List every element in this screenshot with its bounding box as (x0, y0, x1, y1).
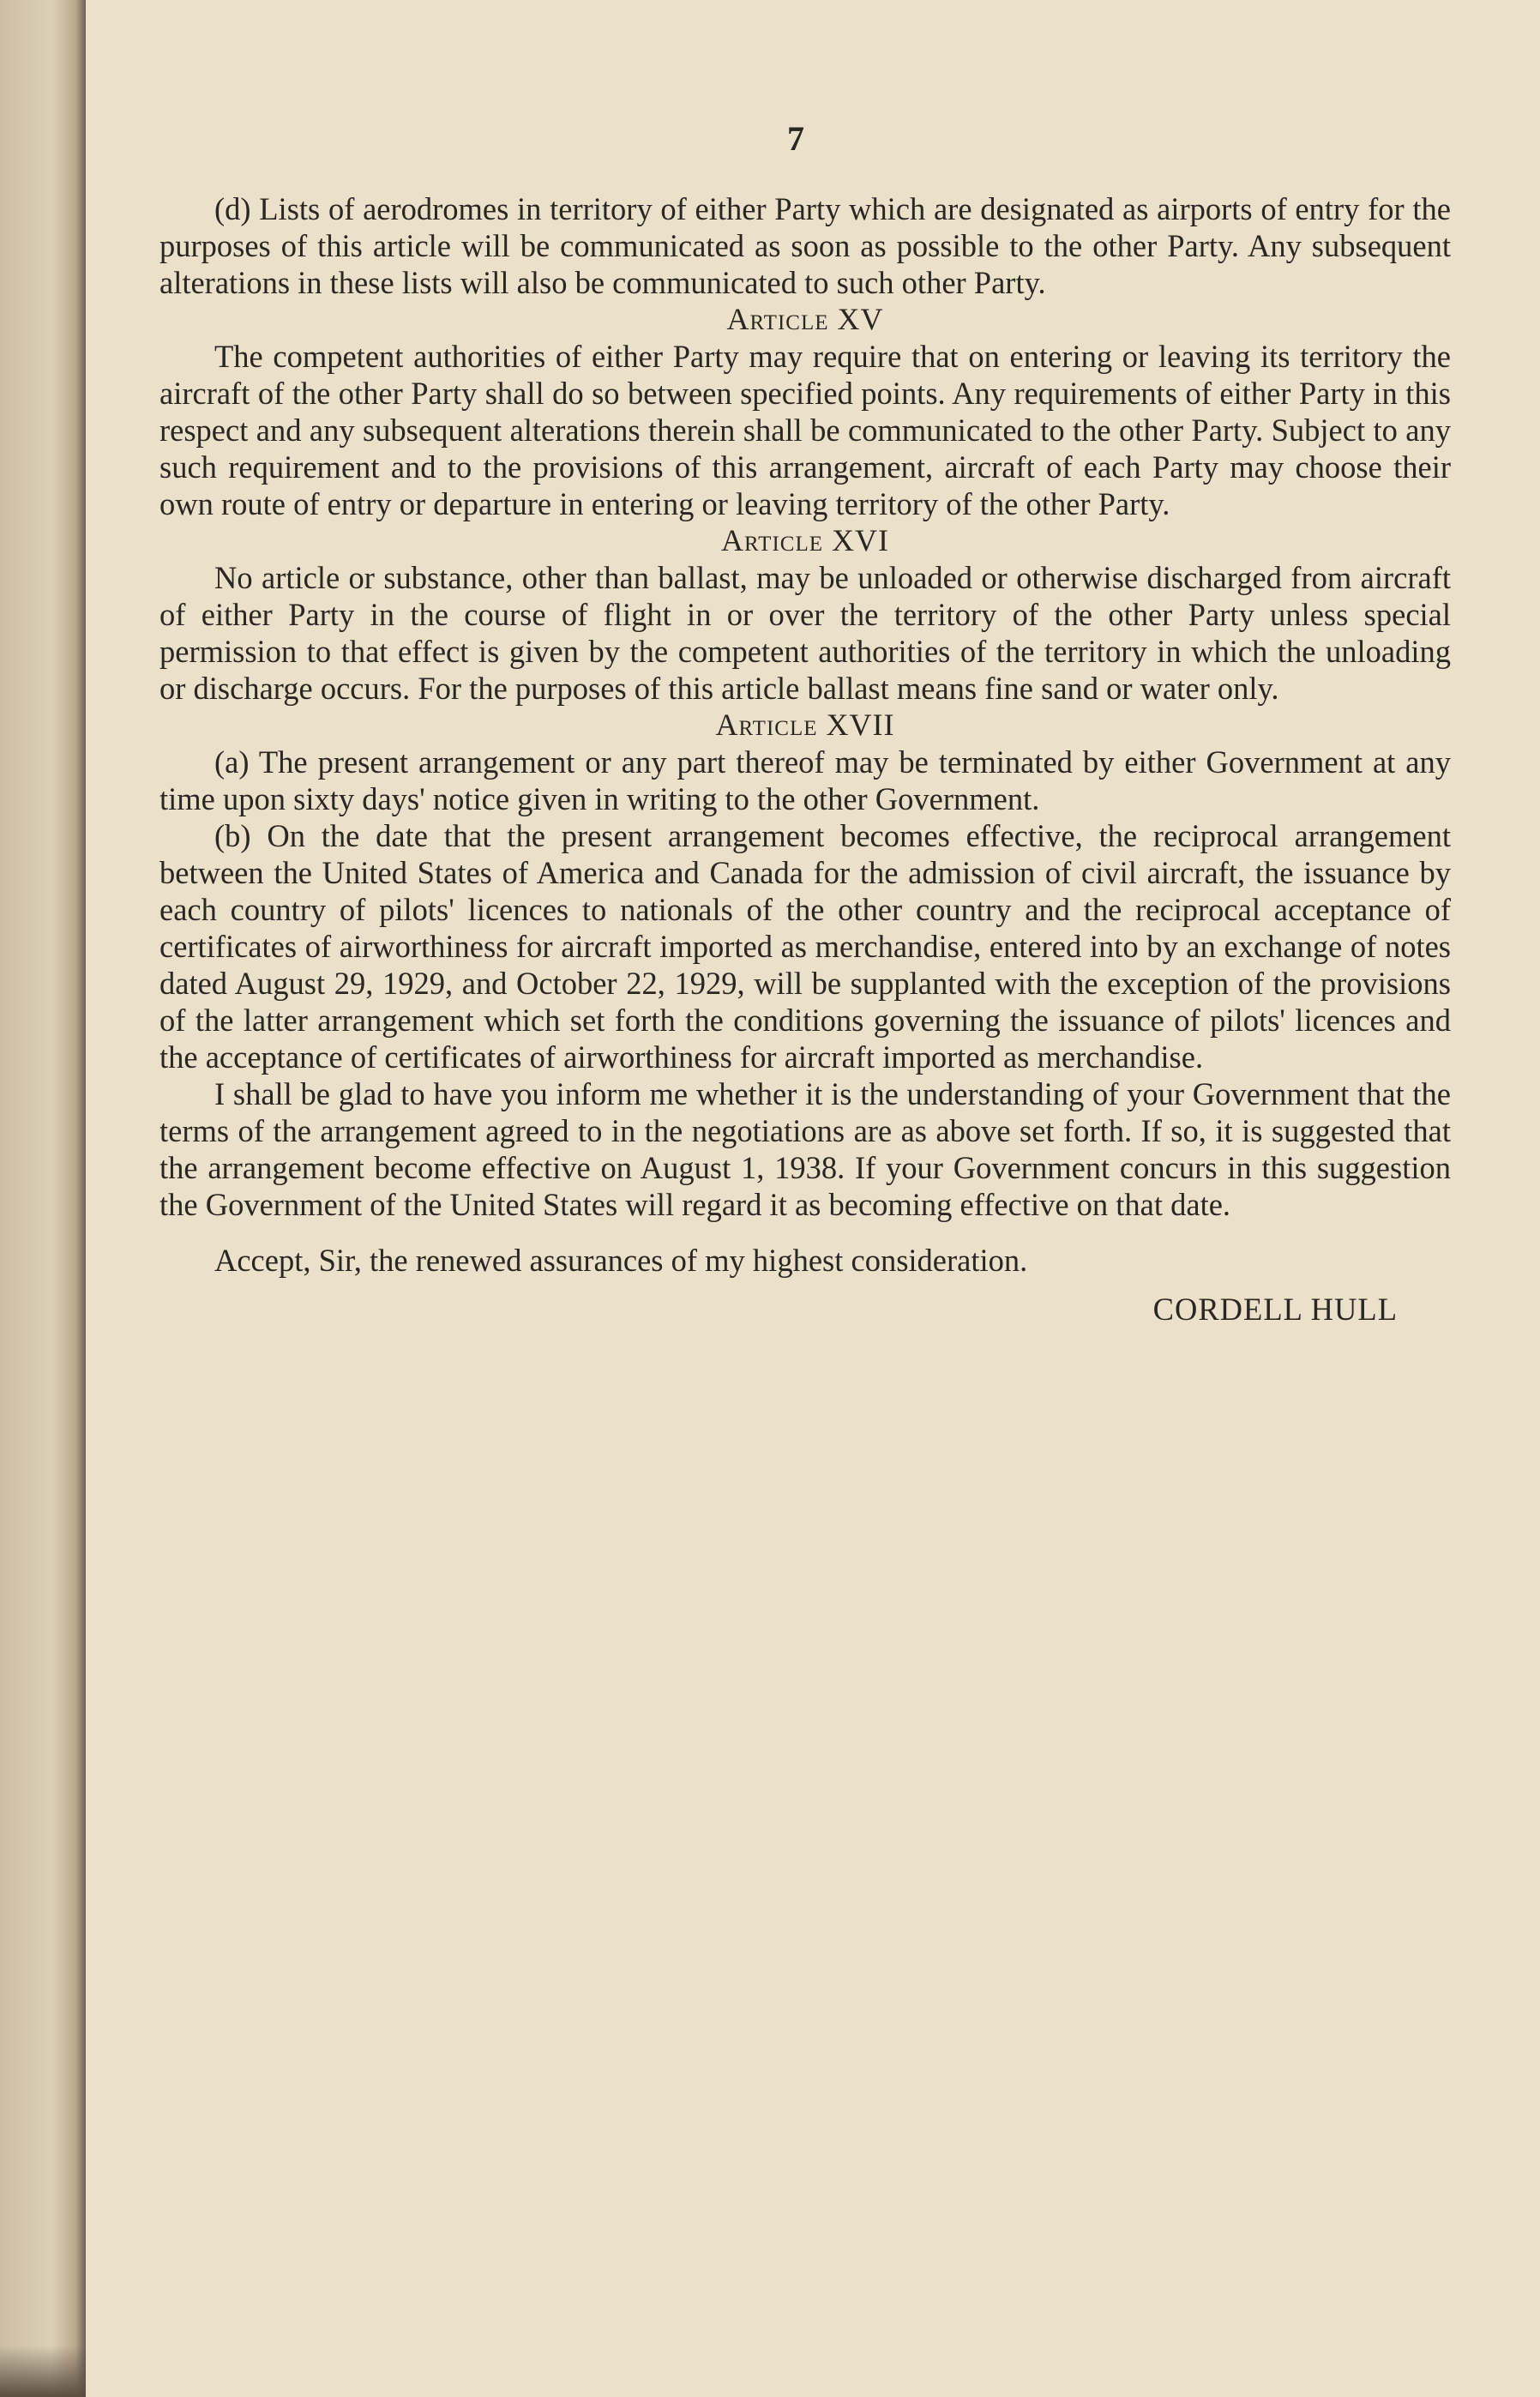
page-number: 7 (787, 119, 804, 158)
gutter-shadow (0, 2346, 86, 2397)
paragraph-request: I shall be glad to have you inform me whether it is the understanding of your Government that the terms of the arrangement agreed to in the negotiations are as above set forth. If so, it is suggested that the arrangement become effective on August 1, 1938. If your Government concurs in this suggestion the Government of the United States will regard it as becoming effective on that date. (159, 1076, 1451, 1222)
heading-article-xvii: Article XVII (715, 708, 895, 742)
paragraph-article-xvii-b: (b) On the date that the present arrangement becomes effective, the reciprocal arrangement between the United States of America and Canada for the admission of civil aircraft, the issuance by each country of pilots' licences to nationals of the other country and the reciprocal acceptance of certificates of airworthiness for aircraft imported as merchandise, entered into by an exchange of notes dated August 29, 1929, and October 22, 1929, will be supplanted with the exception of the provisions of the latter arrangement which set forth the conditions governing the issuance of pilots' licences and the acceptance of certificates of airworthiness for aircraft imported as merchandise. (159, 818, 1451, 1075)
heading-article-xv: Article XV (726, 302, 884, 336)
document-page (86, 0, 1540, 2397)
adjacent-page-edge (0, 0, 86, 2397)
signature: CORDELL HULL (1152, 1292, 1398, 1327)
heading-article-xvi: Article XVI (721, 523, 889, 557)
closing-line: Accept, Sir, the renewed assurances of my highest consideration. (214, 1243, 1028, 1278)
paragraph-article-xv: The competent authorities of either Party may require that on entering or leaving its territory the aircraft of the other Party shall do so between specified points. Any requirements of either Party in this respect and any subsequent alterations therein shall be communicated to the other Party. Subject to any such requirement and to the provisions of this arrangement, aircraft of each Party may choose their own route of entry or departure in entering or leaving territory of the other Party. (159, 339, 1451, 521)
paragraph-article-xvii-a: (a) The present arrangement or any part thereof may be terminated by either Government at any time upon sixty days' notice given in writing to the other Government. (159, 744, 1451, 816)
paragraph-article-xvi: No article or substance, other than ballast, may be unloaded or otherwise discharged from aircraft of either Party in the course of flight in or over the territory of the other Party unless special permission to that effect is given by the competent authorities of the territory in which the unloading or discharge occurs. For the purposes of this article ballast means fine sand or water only. (159, 560, 1451, 706)
paragraph-d: (d) Lists of aerodromes in territory of either Party which are designated as airports of entry for the purposes of this article will be communicated as soon as possible to the other Party. Any subsequent alterations in these lists will also be communicated to such other Party. (159, 191, 1451, 300)
page-content (159, 190, 1451, 1328)
